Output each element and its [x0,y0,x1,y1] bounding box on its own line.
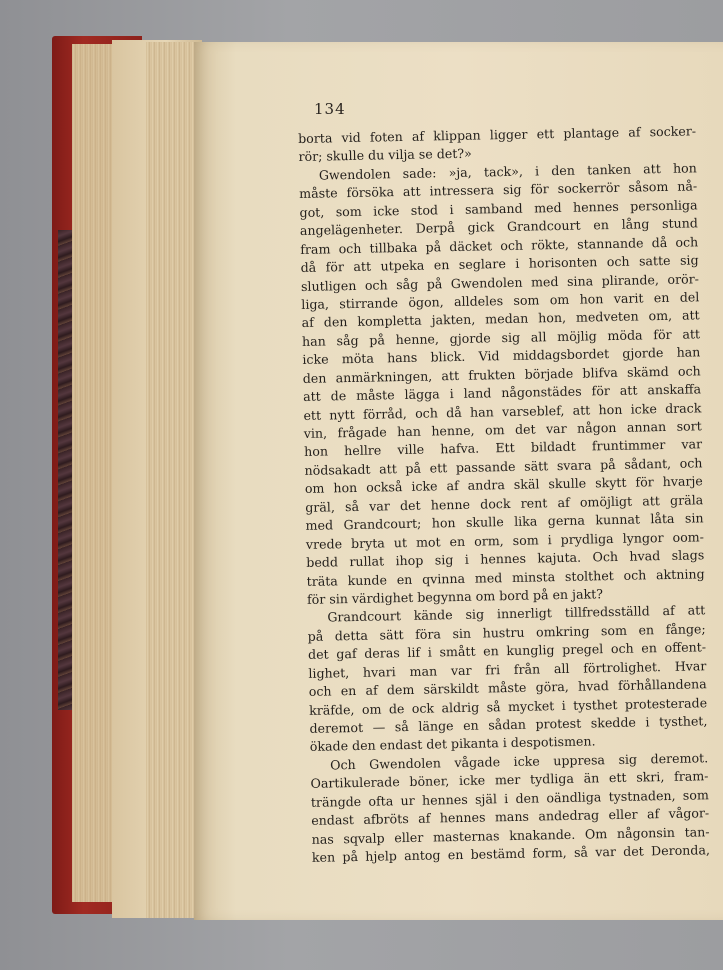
text-line: slutligen och såg på Gwendolen med sina plirande, orör- [300,270,700,294]
text-line: rör; skulle du vilja se det?» [298,146,472,165]
text-line: icke möta hans blick. Vid middagsbordet gjorde han [302,344,701,368]
text-line: got, som icke stod i samband med hennes personliga [299,197,698,220]
text-line: för sin värdighet begynna om bord på en jakt? [306,586,604,607]
text-line: bedd rullat ihop sig i hennes kajuta. Och hvad slags [306,547,705,570]
text-line: angelägenheter. Derpå gick Grandcourt en lång stund [299,215,699,239]
text-line: med Grandcourt; hon skulle lika gerna kunnat låta sin [305,510,704,534]
text-line: Och Gwendolen vågade icke uppresa sig deremot. [330,750,709,773]
text-line: vin, frågade han henne, om det var någon annan sort [303,418,702,441]
text-line: nödsakadt att på ett passande sätt svara på sådant, och [304,455,703,478]
text-line: och en af dem särskildt måste göra, hvad förhållandena [308,676,707,700]
text-line: måste försöka att intressera sig för sockerrör såsom nå- [299,178,698,202]
text-line: nas sqvalp eller masternas knakande. Om någonsin tan- [311,823,710,847]
text-line: borta vid foten af klippan ligger ett plantage af socker- [298,123,697,146]
text-line: han såg på henne, gjorde sig all möjlig möda för att [301,326,701,349]
text-line: af den kompletta jakten, medan hon, medveten om, att [301,307,700,331]
text-line: på detta sätt föra sin hustru omkring som en fånge; [307,621,706,644]
text-line: deremot — så länge en sådan protest skedde i tysthet, [309,713,708,736]
text-line: om hon också icke af andra skäl skulle skytt för hvarje [304,473,703,497]
text-line: den anmärkningen, att frukten började blifva skämd och [302,363,701,386]
text-line: då för att utpeka en seglare i horisonten och satte sig [300,252,699,276]
text-line: Gwendolen sade: »ja, tack», i den tanken att hon [318,160,697,183]
text-line: ken på hjelp antog en bestämd form, så var det Deronda, [311,842,711,865]
text-line: fram och tillbaka på däcket och rökte, stannande då och [300,233,699,257]
text-line: ett nytt förråd, och då han varseblef, att hon icke drack [303,399,702,423]
body-text [298,122,710,867]
text-line: trängde ofta ur hennes själ i den oändliga tystnaden, som [310,786,709,810]
page-edges [146,42,198,918]
text-line: liga, stirrande ögon, alldeles som om hon varit en del [301,289,700,312]
text-line: lighet, hvari man var fri från all förtrolighet. Hvar [308,657,707,681]
text-line: det gaf deras lif i smått en kunglig pregel och en offent- [307,639,707,663]
text-line: gräl, så var det henne dock rent af omöjligt att gräla [305,492,704,515]
text-line: Oartikulerade böner, icke mer tydliga än ett skri, fram- [310,768,709,792]
text-line: att de måste lägga i land någonstädes för att anskaffa [302,381,702,405]
text-line: vrede bryta ut mot en orm, som i prydliga lyngor oom- [305,528,705,552]
text-line: Grandcourt kände sig innerligt tillfredsställd af att [327,602,706,625]
text-line: träta kunde en qvinna med minsta stolthet och aktning [306,565,705,589]
marbled-edge [58,230,72,710]
text-line: hon hellre ville hafva. Ett bildadt fruntimmer var [304,436,703,460]
text-line: endast afbröts af hennes mans andedrag eller af vågor- [311,805,710,829]
text-line: kräfde, om de ock aldrig så mycket i tysthet protesterade [308,694,708,718]
page-number: 134 [314,100,346,118]
text-line: ökade den endast det pikanta i despotismen. [309,733,596,755]
